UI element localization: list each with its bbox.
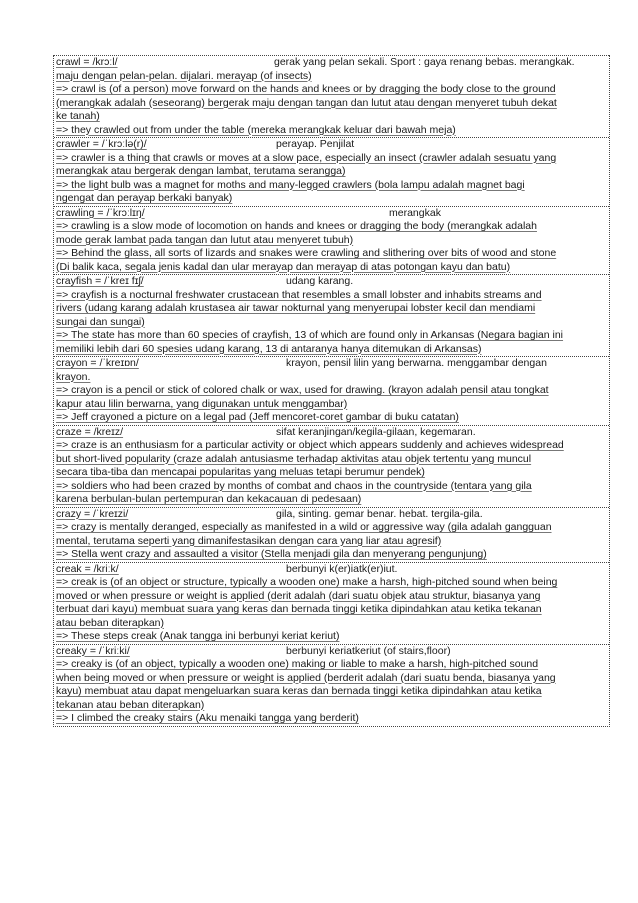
dictionary-entry <box>54 644 609 726</box>
entry-text-line: terbuat dari kayu) membuat suara yang keras dan bernada tinggi ketika dipindahkan atau ketika tekanan <box>56 603 542 615</box>
entry-text-line: (merangkak adalah (seseorang) bergerak maju dengan tangan dan lutut atau dengan menyeret tubuh dekat <box>56 96 557 109</box>
entry-text-line: rivers (udang karang adalah krustasea air tawar nokturnal yang menyerupai lobster kecil dan mendiami <box>56 302 536 314</box>
dictionary-entry <box>54 274 609 356</box>
entry-definition-line: => crawler is a thing that crawls or moves at a slow pace, especially an insect (crawler adalah sesuatu yang <box>56 151 557 164</box>
entry-definition-line: => crawl is (of a person) move forward on the hands and knees or by dragging the body close to the ground <box>56 83 556 95</box>
entry-definition-line: => Jeff crayoned a picture on a legal pad (Jeff mencoret-coret gambar di buku catatan) <box>56 411 459 423</box>
entry-headline <box>54 426 609 440</box>
entry-text-line: but short-lived popularity (craze adalah antusiasme terhadap aktivitas atau objek tertentu yang muncul <box>56 452 532 465</box>
entry-definition-line: => Stella went crazy and assaulted a visitor (Stella menjadi gila dan menyerang pengunjung) <box>56 548 487 560</box>
entry-text-line: moved or when pressure or weight is applied (derit adalah (dari suatu objek atau struktur, biasanya yang <box>56 589 541 602</box>
entry-text-line: tekanan atau beban diterapkan) <box>56 698 205 711</box>
entry-meaning: gerak yang pelan sekali. Sport : gaya renang bebas. merangkak. <box>274 56 575 68</box>
dictionary-entry <box>54 425 609 507</box>
entry-definition-line: => they crawled out from under the table (mereka merangkak keluar dari bawah meja) <box>56 123 456 136</box>
dictionary-entry <box>54 55 609 137</box>
entry-headline <box>54 508 609 522</box>
dictionary-entry <box>54 137 609 206</box>
entry-word: crawl = /krɔːl/ <box>56 56 118 68</box>
entry-word: crawler = /ˈkrɔːlə(r)/ <box>56 138 147 150</box>
entry-text-line: krayon. <box>56 370 91 383</box>
entry-definition-line: => crazy is mentally deranged, especially as manifested in a wild or aggressive way (gila adalah gangguan <box>56 521 552 533</box>
entry-word: creak = /kriːk/ <box>56 562 119 575</box>
entry-headline <box>54 357 609 371</box>
entry-definition-line: => I climbed the creaky stairs (Aku menaiki tangga yang berderit) <box>56 712 359 724</box>
entry-text-line: mental, terutama seperti yang dimanifestasikan dengan cara yang liar atau agresif) <box>56 534 442 547</box>
entry-definition-line: => the light bulb was a magnet for moths and many-legged crawlers (bola lampu adalah magnet bagi <box>56 178 525 191</box>
entry-definition-line: => creak is (of an object or structure, typically a wooden one) make a harsh, high-pitched sound when being <box>56 576 558 588</box>
entry-text-line: karena berbulan-bulan pertempuran dan kekacauan di pedesaan) <box>56 493 362 505</box>
entry-headline <box>54 56 609 70</box>
entry-text-line: when being moved or when pressure or weight is applied (berderit adalah (dari suatu benda, biasanya yang <box>56 671 556 684</box>
entry-definition-line: => creaky is (of an object, typically a wooden one) making or liable to make a harsh, high-pitched sound <box>56 658 539 670</box>
entry-headline <box>54 275 609 289</box>
entry-text-line: mode gerak lambat pada tangan dan lutut atau menyeret tubuh) <box>56 233 354 246</box>
entry-meaning: gila, sinting. gemar benar. hebat. tergila-gila. <box>276 507 483 520</box>
entry-text-line: kapur atau lilin berwarna, yang digunakan untuk menggambar) <box>56 397 348 410</box>
entry-definition-line: => crayon is a pencil or stick of colored chalk or wax, used for drawing. (krayon adalah pensil atau tongkat <box>56 384 549 396</box>
entry-text-line: ke tanah) <box>56 110 100 122</box>
entry-meaning: perayap. Penjilat <box>276 138 355 150</box>
entry-word: craze = /kreɪz/ <box>56 425 124 438</box>
entry-definition-line: => The state has more than 60 species of crayfish, 13 of which are found only in Arkansas (Negara bagian ini <box>56 329 564 341</box>
entry-definition-line: => crawling is a slow mode of locomotion on hands and knees or dragging the body (merangkak adalah <box>56 220 537 232</box>
entry-headline <box>54 138 609 152</box>
entry-word: crawling = /ˈkrɔːlɪŋ/ <box>56 206 145 219</box>
entry-definition-line: => craze is an enthusiasm for a particular activity or object which appears suddenly and achieves widespread <box>56 439 564 451</box>
entry-text-line: ngengat dan perayap berkaki banyak) <box>56 192 233 204</box>
entry-meaning: udang karang. <box>286 275 354 287</box>
entry-text-line: atau beban diterapkan) <box>56 616 164 629</box>
entry-text-line: maju dengan pelan-pelan. dijalari. merayap (of insects) <box>56 69 312 82</box>
entry-meaning: merangkak <box>389 206 441 219</box>
entry-definition-line: => crayfish is a nocturnal freshwater crustacean that resembles a small lobster and inhabits streams and <box>56 288 542 301</box>
entry-text-line: merangkak atau bergerak dengan lambat, terutama serangga) <box>56 165 346 177</box>
entry-text-line: memiliki lebih dari 60 spesies udang karang, 13 di antaranya hanya ditemukan di Arkansas) <box>56 342 482 355</box>
entry-text-line: (Di balik kaca, segala jenis kadal dan ular merayap dan merayap di atas potongan kayu dan batu) <box>56 260 511 273</box>
dictionary-entry <box>54 562 609 644</box>
dictionary-document <box>53 55 610 727</box>
entry-meaning: berbunyi keriatkeriut (of stairs,floor) <box>286 644 451 657</box>
entry-word: creaky = /ˈkriːki/ <box>56 644 130 657</box>
entry-word: crayfish = /ˈkreɪ fɪʃ/ <box>56 275 144 287</box>
entry-headline <box>54 645 609 659</box>
dictionary-entry <box>54 206 609 275</box>
entry-meaning: berbunyi k(er)iatk(er)iut. <box>286 562 398 575</box>
dictionary-entry <box>54 356 609 425</box>
entry-headline <box>54 563 609 577</box>
entry-definition-line: => soldiers who had been crazed by months of combat and chaos in the countryside (tentara yang gila <box>56 479 532 492</box>
entry-word: crayon = /ˈkreɪɒn/ <box>56 357 139 369</box>
entry-meaning: sifat keranjingan/kegila-gilaan, kegemaran. <box>276 425 476 438</box>
entry-definition-line: => Behind the glass, all sorts of lizards and snakes were crawling and slithering over bits of wood and stone <box>56 247 557 259</box>
entry-headline <box>54 207 609 221</box>
dictionary-entry <box>54 507 609 562</box>
entry-text-line: sungai dan sungai) <box>56 315 145 328</box>
entry-text-line: secara tiba-tiba dan mencapai popularitas yang meluas tetapi berumur pendek) <box>56 466 425 478</box>
entry-text-line: kayu) membuat atau dapat mengeluarkan suara keras dan bernada tinggi ketika dipindahkan atau ketika <box>56 685 542 697</box>
entry-meaning: krayon, pensil lilin yang berwarna. menggambar dengan <box>286 357 547 369</box>
entry-definition-line: => These steps creak (Anak tangga ini berbunyi keriat keriut) <box>56 630 340 642</box>
entry-word: crazy = /ˈkreɪzi/ <box>56 507 129 520</box>
